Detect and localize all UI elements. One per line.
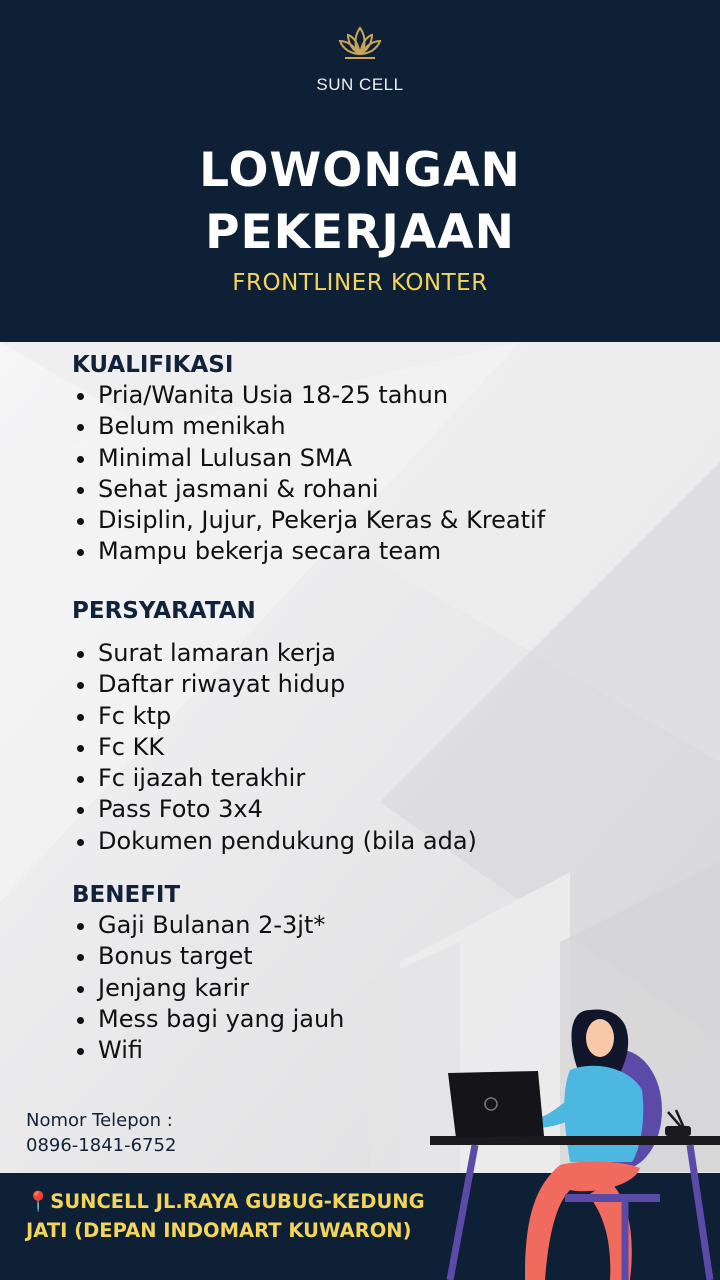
list-item: Fc ktp (72, 701, 477, 732)
benefit-list (72, 910, 344, 1066)
persyaratan-title: PERSYARATAN (72, 598, 256, 624)
list-item: Sehat jasmani & rohani (72, 474, 545, 505)
list-item: Gaji Bulanan 2-3jt* (72, 910, 344, 941)
list-item: Dokumen pendukung (bila ada) (72, 826, 477, 857)
phone-label: Nomor Telepon : (26, 1110, 173, 1131)
list-item: Fc KK (72, 732, 477, 763)
list-item: Fc ijazah terakhir (72, 763, 477, 794)
location-pin-icon: 📍 (26, 1190, 51, 1213)
list-item: Daftar riwayat hidup (72, 669, 477, 700)
kualifikasi-section (72, 350, 545, 568)
phone-number[interactable]: 0896-1841-6752 (26, 1135, 177, 1156)
list-item: Bonus target (72, 941, 344, 972)
page-title (0, 140, 720, 264)
benefit-title: BENEFIT (72, 882, 181, 908)
list-item: Minimal Lulusan SMA (72, 443, 545, 474)
address-line-1 (26, 1187, 466, 1216)
list-item: Surat lamaran kerja (72, 638, 477, 669)
list-item: Wifi (72, 1035, 344, 1066)
persyaratan-section (72, 596, 477, 857)
list-item: Belum menikah (72, 411, 545, 442)
brand-name: SUN CELL (316, 75, 404, 94)
list-item: Disiplin, Jujur, Pekerja Keras & Kreatif (72, 505, 545, 536)
list-item: Mampu bekerja secara team (72, 536, 545, 567)
title-line-1: LOWONGAN (199, 143, 521, 198)
list-item: Mess bagi yang jauh (72, 1004, 344, 1035)
title-line-2: PEKERJAAN (205, 205, 515, 260)
address-line-1-text: SUNCELL JL.RAYA GUBUG-KEDUNG (50, 1190, 425, 1213)
benefit-section (72, 880, 344, 1066)
list-item: Pria/Wanita Usia 18-25 tahun (72, 380, 545, 411)
header-banner (0, 0, 720, 342)
persyaratan-list (72, 638, 477, 857)
store-address (26, 1187, 466, 1245)
contact-info (26, 1108, 176, 1158)
address-line-2: JATI (DEPAN INDOMART KUWARON) (26, 1219, 412, 1242)
lotus-logo-icon (337, 24, 383, 64)
kualifikasi-title: KUALIFIKASI (72, 352, 234, 378)
list-item: Jenjang karir (72, 973, 344, 1004)
list-item: Pass Foto 3x4 (72, 794, 477, 825)
kualifikasi-list (72, 380, 545, 568)
job-position: FRONTLINER KONTER (232, 270, 488, 296)
